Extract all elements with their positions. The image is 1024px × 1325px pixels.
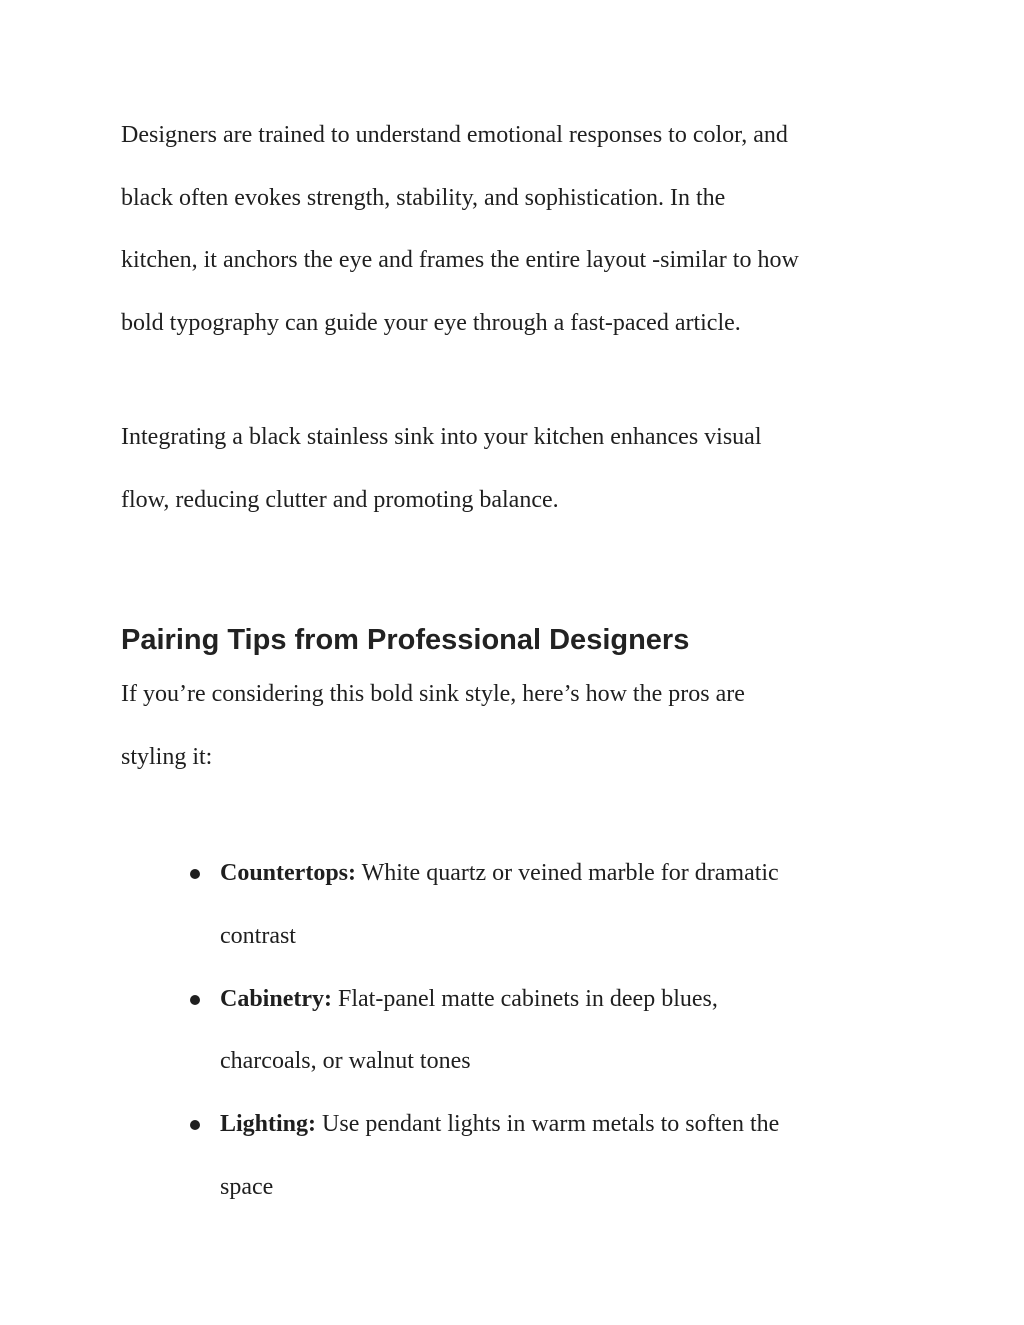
list-item-line: contrast (220, 922, 296, 949)
list-item-text (220, 968, 920, 1094)
paragraph-line: kitchen, it anchors the eye and frames the entire layout -similar to how (121, 247, 799, 273)
list-item-text (220, 842, 920, 968)
list-item-term: Countertops: (220, 860, 356, 886)
paragraph-black-sink (121, 406, 921, 531)
list-item-text (220, 1093, 920, 1219)
list-item-line (220, 968, 920, 1031)
paragraph-line: Designers are trained to understand emotional responses to color, and (121, 122, 788, 148)
paragraph-intro-tips (121, 663, 921, 788)
tips-list (0, 842, 1024, 1219)
list-item-line: space (220, 1173, 274, 1200)
paragraph-line: Integrating a black stainless sink into your kitchen enhances visual (121, 424, 762, 450)
list-item (0, 968, 1024, 1094)
bullet-icon (190, 869, 200, 879)
list-item-description: Flat-panel matte cabinets in deep blues, (331, 985, 718, 1012)
bullet-icon (190, 1120, 200, 1130)
paragraph-line: flow, reducing clutter and promoting balance. (121, 486, 559, 513)
paragraph-designers-color (121, 104, 921, 354)
list-item-line (220, 1093, 920, 1156)
list-item (0, 1093, 1024, 1219)
paragraph-line: black often evokes strength, stability, and sophistication. In the (121, 184, 726, 211)
paragraph-line: If you’re considering this bold sink style, here’s how the pros are (121, 681, 745, 707)
list-item-line: charcoals, or walnut tones (220, 1048, 471, 1075)
list-item-line (220, 842, 920, 905)
bullet-icon (190, 995, 200, 1005)
list-item-description: Use pendant lights in warm metals to soften the (316, 1111, 780, 1138)
paragraph-line: bold typography can guide your eye through a fast-paced article. (121, 309, 741, 336)
list-item (0, 842, 1024, 968)
list-item-term: Lighting: (220, 1111, 317, 1138)
list-item-description: White quartz or veined marble for dramatic (356, 860, 779, 886)
paragraph-line: styling it: (121, 743, 213, 770)
list-item-term: Cabinetry: (220, 985, 332, 1012)
section-heading: Pairing Tips from Professional Designers (121, 624, 690, 656)
